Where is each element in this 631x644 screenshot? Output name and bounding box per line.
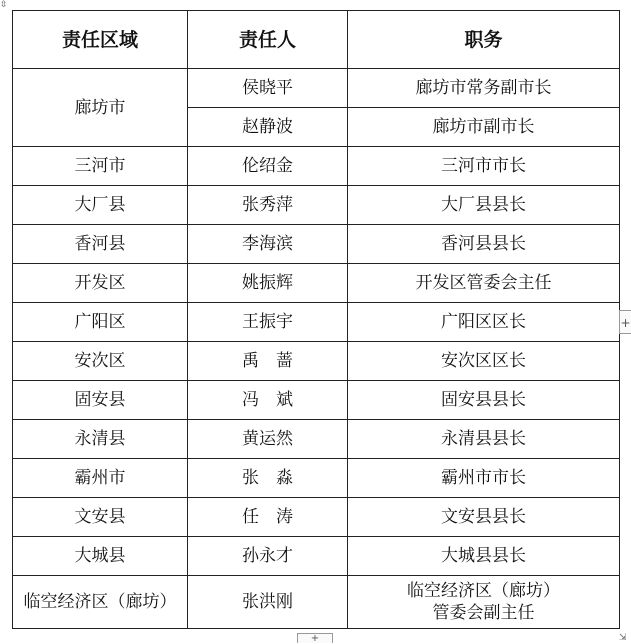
area-cell: 文安县 bbox=[13, 498, 188, 537]
person-cell: 王振宇 bbox=[188, 303, 348, 342]
duty-cell: 广阳区区长 bbox=[348, 303, 620, 342]
area-cell: 开发区 bbox=[13, 264, 188, 303]
person-cell: 侯晓平 bbox=[188, 69, 348, 108]
header-duty: 职务 bbox=[348, 11, 620, 69]
add-row-handle-icon[interactable]: + bbox=[619, 310, 631, 334]
area-cell: 临空经济区（廊坊） bbox=[13, 576, 188, 629]
person-cell: 姚振辉 bbox=[188, 264, 348, 303]
table-row bbox=[13, 264, 620, 303]
duty-cell: 永清县县长 bbox=[348, 420, 620, 459]
duty-cell: 香河县县长 bbox=[348, 225, 620, 264]
person-cell: 伦绍金 bbox=[188, 147, 348, 186]
header-person: 责任人 bbox=[188, 11, 348, 69]
duty-line: 管委会副主任 bbox=[432, 603, 535, 623]
duty-cell: 文安县县长 bbox=[348, 498, 620, 537]
table-header-row bbox=[13, 11, 620, 69]
table-row bbox=[13, 342, 620, 381]
area-cell: 霸州市 bbox=[13, 459, 188, 498]
responsibility-table bbox=[12, 10, 620, 629]
table-resize-icon[interactable]: ⇲ bbox=[619, 633, 627, 643]
person-cell: 张 淼 bbox=[188, 459, 348, 498]
duty-cell: 开发区管委会主任 bbox=[348, 264, 620, 303]
duty-cell: 大城县县长 bbox=[348, 537, 620, 576]
person-cell: 张洪刚 bbox=[188, 576, 348, 629]
duty-cell: 安次区区长 bbox=[348, 342, 620, 381]
table-move-handle-icon[interactable]: ⇳ bbox=[0, 0, 8, 10]
person-cell: 孙永才 bbox=[188, 537, 348, 576]
table-row bbox=[13, 381, 620, 420]
area-cell: 三河市 bbox=[13, 147, 188, 186]
person-cell: 张秀萍 bbox=[188, 186, 348, 225]
header-area: 责任区域 bbox=[13, 11, 188, 69]
person-cell: 冯 斌 bbox=[188, 381, 348, 420]
person-cell: 禹 蔷 bbox=[188, 342, 348, 381]
duty-line: 临空经济区（廊坊） bbox=[407, 581, 560, 601]
table-row bbox=[13, 186, 620, 225]
duty-cell: 廊坊市副市长 bbox=[348, 108, 620, 147]
duty-cell: 霸州市市长 bbox=[348, 459, 620, 498]
table-row bbox=[13, 420, 620, 459]
person-cell: 黄运然 bbox=[188, 420, 348, 459]
duty-cell: 三河市市长 bbox=[348, 147, 620, 186]
area-cell: 大厂县 bbox=[13, 186, 188, 225]
add-column-handle-icon[interactable]: + bbox=[297, 633, 333, 643]
area-cell: 大城县 bbox=[13, 537, 188, 576]
table-row bbox=[13, 147, 620, 186]
table-row bbox=[13, 576, 620, 629]
table-row bbox=[13, 498, 620, 537]
area-cell: 安次区 bbox=[13, 342, 188, 381]
area-cell: 廊坊市 bbox=[13, 69, 188, 147]
duty-cell: 大厂县县长 bbox=[348, 186, 620, 225]
table-row bbox=[13, 69, 620, 108]
table-row bbox=[13, 459, 620, 498]
person-cell: 任 涛 bbox=[188, 498, 348, 537]
table-row bbox=[13, 537, 620, 576]
duty-cell bbox=[348, 576, 620, 629]
table-row bbox=[13, 225, 620, 264]
area-cell: 永清县 bbox=[13, 420, 188, 459]
person-cell: 李海滨 bbox=[188, 225, 348, 264]
area-cell: 香河县 bbox=[13, 225, 188, 264]
table-row bbox=[13, 303, 620, 342]
area-cell: 固安县 bbox=[13, 381, 188, 420]
area-cell: 广阳区 bbox=[13, 303, 188, 342]
duty-cell: 固安县县长 bbox=[348, 381, 620, 420]
person-cell: 赵静波 bbox=[188, 108, 348, 147]
duty-cell: 廊坊市常务副市长 bbox=[348, 69, 620, 108]
